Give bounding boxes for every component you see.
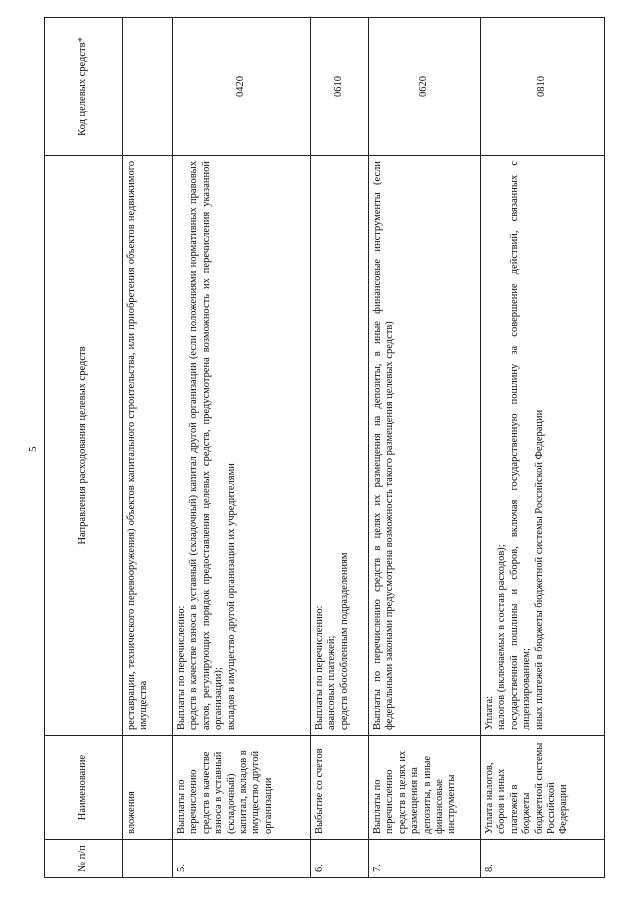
column-header-code: Код целевых средств* (45, 18, 123, 156)
direction-line: Уплата: (484, 695, 495, 730)
direction-line: Выплаты по перечислению средств в целях их размещения на депозиты, в иные финансовые инструменты (если федеральными законами предусмотрена возможность такого размещения целевых средств) (372, 161, 396, 730)
row-code: 0420 (173, 18, 311, 156)
row-name: Выбытие со счетов (311, 736, 369, 840)
table-header-row (45, 18, 123, 878)
direction-line: реставрации, технического перевооружения) объектов капитального строительства, или приобретения объектов недвижимого имущества (126, 161, 150, 730)
direction-line: вкладов в имущество другой организации их учредителями (225, 463, 237, 730)
direction-line: налогов (включаемых в состав расходов); (496, 544, 508, 730)
row-name: Выплаты по перечислению средств в целях их размещения на депозиты, в иные финансовые инструменты (369, 736, 481, 840)
column-header-name: Наименование (45, 736, 123, 840)
table-row (173, 18, 311, 878)
row-code: 0810 (481, 18, 605, 156)
row-direction (173, 156, 311, 736)
row-code: 0620 (369, 18, 481, 156)
direction-line: авансовых платежей; (326, 635, 338, 730)
row-number: 8. (481, 840, 605, 878)
row-direction (481, 156, 605, 736)
column-header-num: № п/п (45, 840, 123, 878)
row-name: Выплаты по перечислению средств в качестве взноса в уставный (складочный) капитал, вкладов в имущество другой организации (173, 736, 311, 840)
row-name: вложения (123, 736, 173, 840)
direction-line: средств обособленным подразделениям (338, 552, 350, 730)
table-row (369, 18, 481, 878)
row-number (123, 840, 173, 878)
row-direction (311, 156, 369, 736)
column-header-direction: Направления расходования целевых средств (45, 156, 123, 736)
direction-line: иных платежей в бюджеты бюджетной системы Российской Федерации (533, 409, 545, 730)
row-direction (369, 156, 481, 736)
row-name: Уплата налогов, сборов и иных платежей в бюджеты бюджетной системы Российской Федерации (481, 736, 605, 840)
table-row (311, 18, 369, 878)
direction-line: государственной пошлины и сборов, включая государственную пошлину за совершение действий, связанных с лицензированием; (508, 161, 533, 730)
rotated-page (44, 18, 604, 878)
funds-table (44, 17, 605, 878)
table-body (123, 18, 605, 878)
row-code: 0610 (311, 18, 369, 156)
table-row (481, 18, 605, 878)
direction-line: Выплаты по перечислению: (176, 605, 187, 730)
table-row (123, 18, 173, 878)
row-number: 6. (311, 840, 369, 878)
direction-line: средств в качестве взноса в уставный (складочный) капитал другой организации (если положениями нормативных правовых актов, регулирующих порядок предоставления целевых средств, предусмотрена возможность их перечисления указанной организации); (188, 161, 225, 730)
direction-line: Выплаты по перечислению: (314, 605, 325, 730)
page-number: 5 (27, 446, 39, 452)
row-direction (123, 156, 173, 736)
row-code (123, 18, 173, 156)
row-number: 5. (173, 840, 311, 878)
row-number: 7. (369, 840, 481, 878)
